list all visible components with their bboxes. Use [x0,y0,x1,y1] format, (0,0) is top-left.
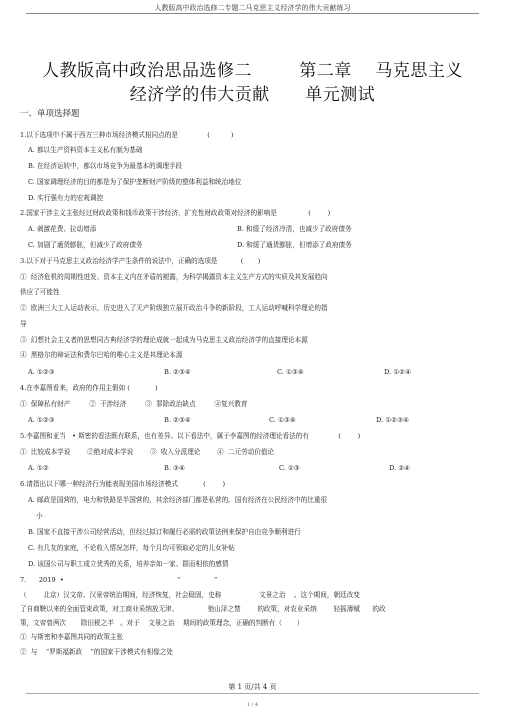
q4-items: ① 保障私有财产 ② 干涉经济 ③ 罪除政治缺点 ④复兴教育 [20,400,248,408]
header-divider [26,13,479,14]
q1-option-b: B. 在经济运转中，都以市场竞争为最基本的调理手段 [28,162,183,170]
q6-option-a: A. 邮政是国营的，电力和铁路是半国营的，其余经济部门都是私营的。国有经济在公民经济中的比重很 [28,496,328,504]
q5-option-a: A. ①② [28,464,49,472]
q2-option-d: D. 和缓了通货膨胀，但增添了政府债务 [237,241,352,249]
q4-stem: 4.在李嘉图看来，政府的作用主假如 ( ) [20,384,158,392]
q2-option-c: C. 加剧了通货膨胀，但减少了政府债务 [28,241,143,249]
q2-stem: 2.国家干涉主义主张经过财政政策和钱币政策干涉经济，扩充性财政政策对经济的影响是 ( ) [20,209,331,217]
section-heading: 一、单项选择题 [20,109,80,119]
page-footer: 第 1 页/共 4 页 [228,683,277,691]
q3-option-d: D. ①②④ [384,368,411,376]
q1-option-a: A. 都以生产资料资本主义私有制为基础 [28,146,143,154]
q4-option-c: C. ①③④ [269,416,296,424]
q2-option-b: B. 和缓了经济冷清，也减少了政府债务 [237,225,352,233]
q5-stem: 5.李嘉图和亚当 • 斯密的看法既有联系，也有差异。以下看法中，属于李嘉图的经济理论看法的有 ( ) [20,432,361,440]
q3-option-b: B. ②③④ [164,368,191,376]
q4-option-b: B. ②③④ [164,416,191,424]
q6-stem: 6.请指出以下哪一种经济行为能表现美国市场经济模式 ( ) [20,480,226,488]
q3-option-c: C. ①③④ [277,368,304,376]
q6-option-c: C. 有几友的家庭，不论收入情况怎样，每个月均可领取必定的儿女补贴 [28,544,235,552]
q5-items: ① 比较成本学说 ②绝对成本学说 ③ 收入分派理论 ④ 二元劳动价值论 [20,448,275,456]
running-header: 人教版高中政治选修二专题二马克思主义经济学的伟大贡献练习 [154,4,351,12]
footer-divider [26,693,479,694]
q3-statement-2-cont: 导 [20,320,27,328]
q7-line-2: 了自商鞅以来的全面管束政策，对工商业采纳放无津、 弛山泽之禁 的政策，对农业采纳 轻摇薄赋 的政 [20,605,386,613]
q6-option-a-cont: 小 [36,512,43,520]
q7-statement-1: ① 与斯密和李嘉图共同的政策主张 [20,633,124,641]
q3-option-a: A. ①②③ [28,368,55,376]
q7-line-3: 策，文帝曾两次 除田税之半 。对于 文景之治 期间的政策理念，正确的判断有（ ） [20,619,304,627]
q3-statement-1-cont: 供应了可能性 [20,288,60,296]
q3-statement-1: ① 经济危机的周期性进发、资本主义内在矛盾的褪露，为科学揭露资本主义生产方式的实质及其发展趋向 [20,273,328,281]
q1-option-d: D. 实行强有力的宏观调控 [28,194,104,202]
q6-option-b: B. 国家不直接干涉公司经营活动，但经过拟订和履行必需的政策法例来保护自由竞争顺利进行 [28,528,301,536]
q3-statement-3: ③ 幻想社会主义者的思想同古典经济学的理论成就一起成为马克思主义政治经济学的直接理论本源 [20,336,308,344]
q4-option-a: A. ①②③ [28,416,55,424]
q5-option-c: C. ①③ [279,464,300,472]
q5-option-d: D. ②④ [389,464,411,472]
page-title-line-1: 人教版高中政治思品选修二 第二章 马克思主义 [42,61,463,81]
q3-statement-2: ② 欧洲三大工人运动表示，历史进入了无产阶级独立展开政治斗争的新阶段，工人运动呼喊科学理论的指 [20,304,328,312]
q3-statement-4: ④ 黑格尔的辩证法和费尔巴哈的唯心主义是其理论本源 [20,351,183,359]
q2-option-a: A. 刺激花费、拉动增添 [28,225,97,233]
q5-option-b: B. ③④ [164,464,185,472]
page-number: 1 / 4 [246,702,259,708]
q3-stem: 3.以下对于马克思主义政治经济学产生条件的说法中，正确的选项是 ( ) [20,257,261,265]
q7-stem: 7. 2019 • “ ” [20,576,218,584]
q6-option-d: D. 该国公司与职工成立优秀的关系，培养亲如一家、群而相依的感情 [28,560,229,568]
q4-option-d: D. ①②③④ [376,416,409,424]
q7-statement-2: ② 与 “罗斯福新政 ”的国家干涉模式有相像之处 [20,648,173,656]
q7-line-1: （ 北京）汉文帝、汉景帝统治期间，经济恢复，社会稳固，史称 文景之治 。这个期间，朝廷改变 [20,591,360,599]
q1-option-c: C. 国家调理经济的目的都是为了保护垄断财产阶级的整体利益和统治地位 [28,178,242,186]
q1-stem: 1.以下选项中不属于西方三种市场经济模式相同点的是 ( ) [20,131,234,139]
page-title-line-2: 经济学的伟大贡献 单元测试 [129,85,376,105]
